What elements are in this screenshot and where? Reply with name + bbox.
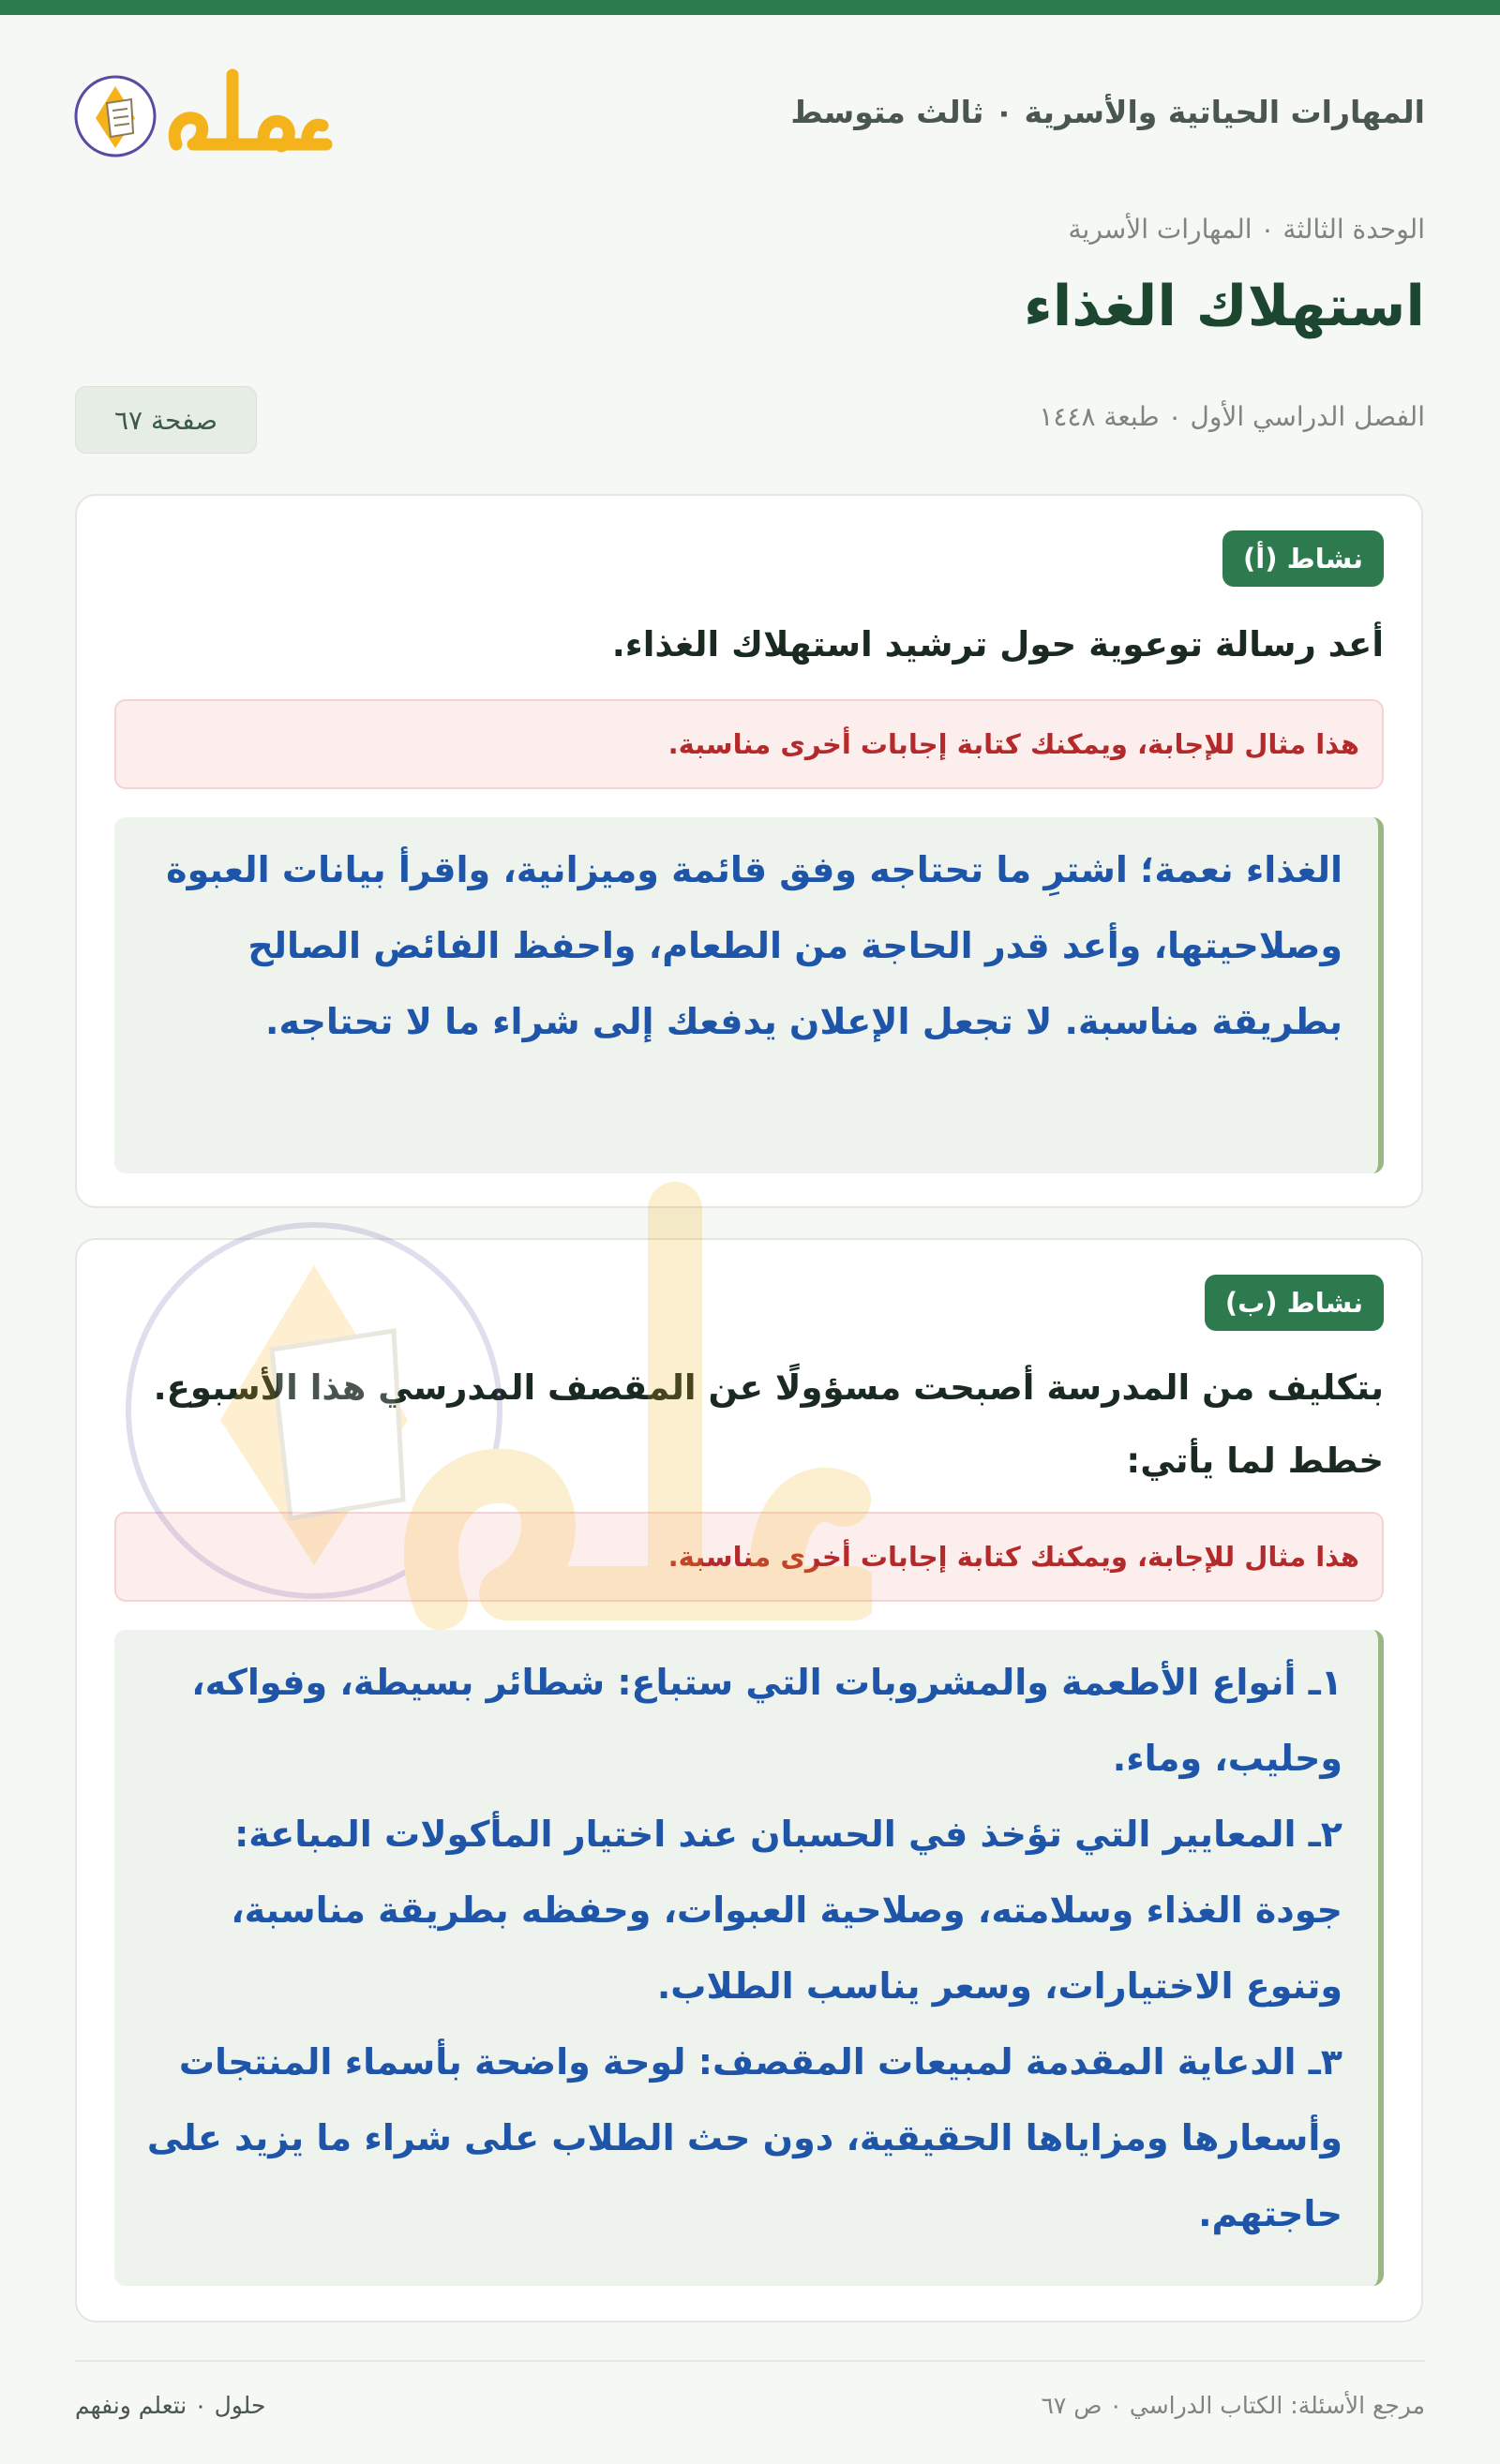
activity-badge: نشاط (ب) [1205, 1275, 1384, 1331]
hulul-logo[interactable] [73, 64, 338, 169]
footer-divider [75, 2360, 1425, 2362]
top-accent-bar [0, 0, 1500, 15]
subject-title: المهارات الحياتية والأسرية ٠ ثالث متوسط [790, 94, 1425, 130]
page-number-badge: صفحة ٦٧ [75, 386, 257, 454]
answer-item-1: ١ـ أنواع الأطعمة والمشروبات التي ستباع: شطائر بسيطة، وفواكه، وحليب، وماء. [191, 1662, 1342, 1779]
activity-question: أعد رسالة توعوية حول ترشيد استهلاك الغذاء. [611, 624, 1384, 665]
answer-item-2: ٢ـ المعايير التي تؤخذ في الحسبان عند اختيار المأكولات المباعة: جودة الغذاء وسلامته، وصلاحية العبوات، وحفظه بطريقة مناسبة، وتنوع الاختيارات، وسعر يناسب الطلاب. [231, 1814, 1342, 2007]
footer-tagline: حلول ٠ نتعلم ونفهم [75, 2392, 266, 2419]
answer-box [114, 1630, 1384, 2286]
activity-card-a [75, 494, 1423, 1208]
unit-breadcrumb: الوحدة الثالثة ٠ المهارات الأسرية [1068, 214, 1425, 245]
answer-note: هذا مثال للإجابة، ويمكنك كتابة إجابات أخرى مناسبة. [114, 1512, 1384, 1602]
answer-box [114, 817, 1384, 1173]
activity-badge: نشاط (أ) [1222, 530, 1384, 587]
page-title: استهلاك الغذاء [1024, 274, 1425, 339]
answer-item-3: ٣ـ الدعاية المقدمة لمبيعات المقصف: لوحة واضحة بأسماء المنتجات وأسعارها ومزاياها الحقيقية، دون حث الطلاب على شراء ما يزيد على حاجتهم. [146, 2041, 1342, 2234]
footer-reference: مرجع الأسئلة: الكتاب الدراسي ٠ ص ٦٧ [1041, 2392, 1425, 2419]
activity-question: بتكليف من المدرسة أصبحت مسؤولًا عن المقصف المدرسي هذا الأسبوع. خطط لما يأتي: [153, 1367, 1384, 1481]
edition-meta: الفصل الدراسي الأول ٠ طبعة ١٤٤٨ [1039, 401, 1425, 432]
activity-card-b [75, 1238, 1423, 2322]
answer-text: الغذاء نعمة؛ اشترِ ما تحتاجه وفق قائمة وميزانية، واقرأ بيانات العبوة وصلاحيتها، وأعد قدر الحاجة من الطعام، واحفظ الفائض الصالح بطريقة مناسبة. لا تجعل الإعلان يدفعك إلى شراء ما لا تحتاجه. [166, 849, 1342, 1042]
answer-note: هذا مثال للإجابة، ويمكنك كتابة إجابات أخرى مناسبة. [114, 699, 1384, 789]
